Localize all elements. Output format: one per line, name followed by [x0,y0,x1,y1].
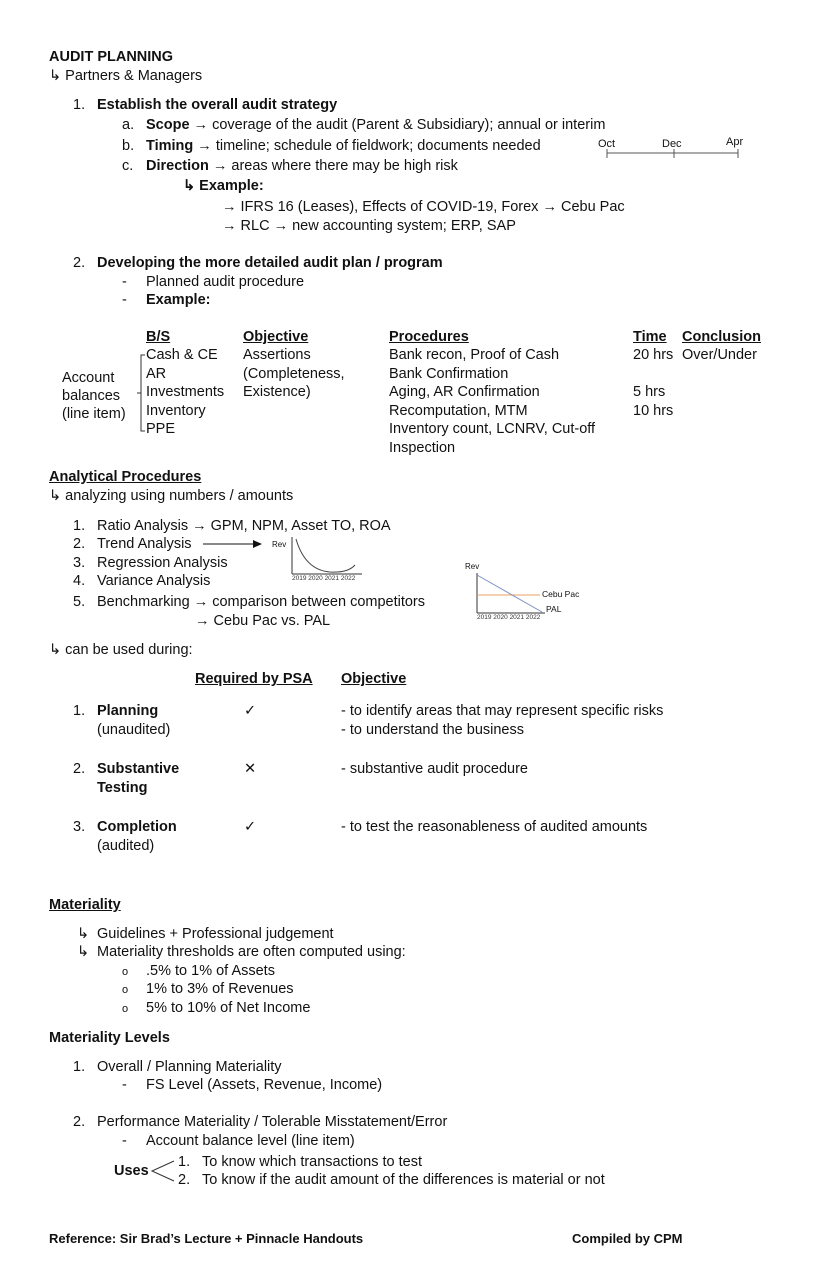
procedure-cell: Aging, AR Confirmation [389,384,540,400]
list-number: 2. [73,536,86,552]
item-term: Direction [146,158,209,174]
bs-item: PPE [146,421,176,437]
time-cell: 10 hrs [633,403,674,419]
bullet-dash: - [122,1133,127,1149]
chart-xtick: 2020 [308,575,323,582]
item-term: Scope [146,117,190,133]
list-number: 2. [73,761,86,777]
analytical-item: Regression Analysis [97,555,228,571]
col-header-time: Time [633,329,667,345]
analytical-heading: Analytical Procedures [49,469,202,485]
check-icon: ✓ [244,819,257,835]
stage-name: Planning [97,703,159,719]
list-number: 1. [178,1154,191,1170]
procedure-cell: Recomputation, MTM [389,403,528,419]
item-text: → areas where there may be high risk [212,158,458,174]
analytical-item: Trend Analysis [97,536,192,552]
item-letter: a. [122,117,135,133]
stage-name-sub: Testing [97,780,148,796]
item-text: → coverage of the audit (Parent & Subsidiary); annual or interim [193,117,606,133]
level-title: Overall / Planning Materiality [97,1059,282,1075]
uses-label: Uses [114,1163,149,1179]
chart-xtick: 2022 [525,614,541,621]
col-header-conclusion: Conclusion [682,329,761,345]
item-text: → timeline; schedule of fieldwork; documents needed [197,138,541,154]
procedure-cell: Inspection [389,440,456,456]
timeline-label: Oct [598,138,616,150]
plan-number: 2. [73,255,86,271]
circle-bullet-icon: o [122,984,129,996]
list-number: 4. [73,573,86,589]
time-cell: 5 hrs [633,384,666,400]
plan-bullet: Example: [146,292,211,308]
list-number: 2. [178,1172,191,1188]
timeline-label: Apr [726,136,744,148]
item-term: Timing [146,138,194,154]
legend-cebu-pac: Cebu Pac [542,589,580,599]
time-cell: 20 hrs [633,347,674,363]
example-item: → IFRS 16 (Leases), Effects of COVID-19, Forex → Cebu Pac [222,199,625,215]
stage-name-sub: (audited) [97,838,155,854]
chart-xtick: 2021 [324,575,340,582]
list-number: 1. [73,703,86,719]
chart-ylabel: Rev [465,562,480,571]
stage-objective: - to identify areas that may represent specific risks [341,703,664,719]
procedure-cell: Inventory count, LCNRV, Cut-off [389,421,596,437]
item-letter: c. [122,158,134,174]
chart-ylabel: Rev [272,540,287,549]
conclusion-cell: Over/Under [682,347,757,363]
cross-icon: ✕ [244,761,257,777]
levels-heading: Materiality Levels [49,1030,170,1046]
plan-bullet: Planned audit procedure [146,274,305,290]
group-label: balances [62,388,121,404]
materiality-heading: Materiality [49,897,121,913]
example-label: ↳ Example: [183,178,264,194]
item-letter: b. [122,138,135,154]
stage-name: Substantive [97,761,180,777]
bs-item: Investments [146,384,225,400]
hook-arrow-icon: ↳ [77,944,90,960]
bs-item: Cash & CE [146,347,218,363]
list-number: 3. [73,819,86,835]
stage-name-sub: (unaudited) [97,722,171,738]
materiality-point: Guidelines + Professional judgement [97,926,334,942]
strategy-number: 1. [73,97,86,113]
check-icon: ✓ [244,703,257,719]
list-number: 5. [73,594,86,610]
analytical-item: Variance Analysis [97,573,211,589]
legend-pal: PAL [546,604,562,614]
list-number: 1. [73,518,86,534]
benchmark-sub: → Cebu Pac vs. PAL [195,613,331,629]
timeline-label: Dec [662,138,682,150]
stage-name: Completion [97,819,177,835]
col-header-objective: Objective [341,671,407,687]
bullet-dash: - [122,292,127,308]
page-subtitle: ↳ Partners & Managers [49,68,203,84]
plan-heading: Developing the more detailed audit plan / program [97,255,443,271]
threshold-item: 1% to 3% of Revenues [146,981,294,997]
analytical-item: Benchmarking → comparison between competitors [97,594,426,610]
circle-bullet-icon: o [122,966,129,978]
chart-xtick: 2019 [292,575,307,582]
bs-item: AR [146,366,167,382]
stage-objective: - substantive audit procedure [341,761,528,777]
chart-xtick: 2021 [509,614,525,621]
procedure-cell: Bank recon, Proof of Cash [389,347,560,363]
circle-bullet-icon: o [122,1003,129,1015]
procedure-cell: Bank Confirmation [389,366,509,382]
stage-objective: - to understand the business [341,722,524,738]
threshold-item: .5% to 1% of Assets [146,963,275,979]
example-item: → RLC → new accounting system; ERP, SAP [222,218,516,234]
materiality-point: Materiality thresholds are often computed using: [97,944,406,960]
list-number: 3. [73,555,86,571]
group-label: (line item) [62,406,126,422]
use-item: To know which transactions to test [202,1154,423,1170]
use-item: To know if the audit amount of the differences is material or not [202,1172,605,1188]
analytical-item: Ratio Analysis → GPM, NPM, Asset TO, ROA [97,518,391,534]
used-during-label: ↳ can be used during: [49,642,193,658]
footer-reference: Reference: Sir Brad’s Lecture + Pinnacle Handouts [49,1231,364,1246]
page-title: AUDIT PLANNING [49,49,174,65]
list-number: 2. [73,1114,86,1130]
col-header-required: Required by PSA [195,671,313,687]
objective-cell: Existence) [243,384,311,400]
list-number: 1. [73,1059,86,1075]
bullet-dash: - [122,274,127,290]
col-header-procedures: Procedures [389,329,469,345]
chart-xtick: 2020 [493,614,508,621]
stage-objective: - to test the reasonableness of audited amounts [341,819,648,835]
col-header-objective: Objective [243,329,309,345]
objective-cell: Assertions [243,347,311,363]
objective-cell: (Completeness, [243,366,345,382]
bs-item: Inventory [146,403,206,419]
threshold-item: 5% to 10% of Net Income [146,1000,311,1016]
group-label: Account [62,370,115,386]
bullet-dash: - [122,1077,127,1093]
chart-xtick: 2019 [477,614,492,621]
col-header-bs: B/S [146,329,171,345]
level-sub: FS Level (Assets, Revenue, Income) [146,1077,383,1093]
analytical-subtitle: ↳ analyzing using numbers / amounts [49,488,294,504]
hook-arrow-icon: ↳ [77,926,90,942]
level-title: Performance Materiality / Tolerable Misstatement/Error [97,1114,448,1130]
chart-xtick: 2022 [340,575,356,582]
level-sub: Account balance level (line item) [146,1133,355,1149]
footer-compiled: Compiled by CPM [572,1231,683,1246]
strategy-heading: Establish the overall audit strategy [97,97,338,113]
